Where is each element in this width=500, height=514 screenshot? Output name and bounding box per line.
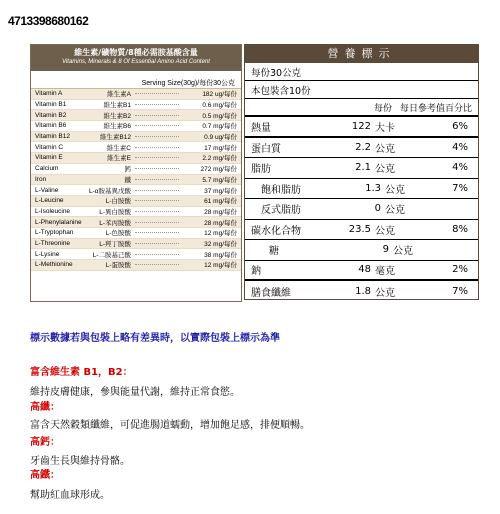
nutrient-row: [31, 228, 241, 239]
leader-dots: [135, 200, 179, 201]
nutrition-daily-pct: 2%: [452, 264, 468, 276]
per-serving-size: 每份30公克: [245, 63, 478, 81]
nutrient-name-en: Vitamin C: [35, 143, 64, 151]
nutrition-unit: 大卡: [375, 122, 395, 134]
nutrition-amount: 122: [351, 120, 371, 132]
nutrient-name-zh: 鈣: [124, 166, 131, 174]
nutrient-name-en: Vitamin B12: [35, 133, 70, 141]
nutrition-daily-pct: 4%: [452, 162, 468, 174]
servings-per-package: 本包裝含10份: [245, 81, 478, 99]
nutrient-name-zh: L-羥丁胺酸: [99, 240, 131, 248]
nutrient-name-en: L-Valine: [35, 186, 59, 194]
nutrient-value: 37 mg/每份: [204, 187, 237, 195]
nutrient-name-zh: 維生素B6: [103, 123, 131, 131]
nutrition-row: [245, 138, 478, 159]
benefit-text: 維持皮膚健康，參與能量代謝，維持正常食慾。: [30, 387, 240, 398]
nutrition-label: 膳食纖維: [251, 287, 291, 299]
nutrient-name-en: L-Threonine: [35, 239, 71, 247]
nutrient-name-zh: 維生素B1: [103, 102, 131, 110]
leader-dots: [135, 136, 179, 137]
nutrient-row: [31, 100, 241, 111]
nutrition-row: [245, 281, 478, 302]
nutrition-amount: 2.2: [355, 141, 371, 153]
nutrition-column-headers: [245, 99, 478, 117]
nutrient-row: [31, 89, 241, 100]
nutrient-row: [31, 239, 241, 250]
nutrient-value: 28 mg/每份: [204, 219, 237, 227]
leader-dots: [135, 243, 179, 244]
nutrition-unit: 毫克: [375, 266, 395, 278]
benefit-text: 牙齒生長與維持骨骼。: [30, 456, 130, 467]
col-daily-value: 每日參考值百分比: [399, 103, 472, 114]
nutrition-unit: 公克: [385, 184, 405, 196]
nutrient-row: [31, 175, 241, 186]
nutrient-value: 0.9 ug/每份: [204, 134, 237, 142]
leader-dots: [135, 115, 179, 116]
nutrition-daily-pct: 7%: [452, 182, 468, 194]
nutrient-name-zh: L-白胺酸: [105, 198, 131, 206]
leader-dots: [135, 125, 179, 126]
nutrient-row: [31, 110, 241, 121]
col-per-serving: 每份: [373, 103, 392, 114]
nutrient-value: 5.7 mg/每份: [202, 176, 237, 184]
leader-dots: [135, 104, 179, 105]
nutrition-amount: 1.3: [365, 182, 381, 194]
nutrient-name-zh: L-色胺酸: [105, 230, 131, 238]
vitamin-table-title-zh: 維生素/礦物質/8種必需胺基酸含量: [74, 48, 198, 57]
nutrition-label: 飽和脂肪: [261, 184, 301, 196]
nutrient-row: [31, 132, 241, 143]
nutrient-value: 12 mg/每份: [204, 230, 237, 238]
nutrient-name-en: L-Phenylalanine: [35, 218, 82, 226]
nutrient-value: 0.6 mg/每份: [202, 102, 237, 110]
nutrient-value: 17 mg/每份: [204, 144, 237, 152]
nutrient-row: [31, 196, 241, 207]
nutrition-daily-pct: 6%: [452, 120, 468, 132]
benefit-text: 富含天然穀類纖維，可促進腸道蠕動，增加飽足感，排便順暢。: [30, 420, 310, 431]
nutrient-value: 61 mg/每份: [204, 198, 237, 206]
leader-dots: [135, 264, 179, 265]
nutrient-name-zh: L-α胺基異戊酸: [88, 187, 131, 195]
nutrition-unit: 公克: [375, 164, 395, 176]
nutrient-value: 0.7 mg/每份: [202, 123, 237, 131]
leader-dots: [135, 232, 179, 233]
nutrient-name-zh: L-苯丙胺酸: [99, 219, 131, 227]
label-notice: 標示數據若與包裝上略有差異時，以實際包裝上標示為準: [30, 333, 280, 344]
nutrition-facts-table: [244, 44, 479, 300]
nutrient-row: [31, 153, 241, 164]
nutrition-unit: 公克: [375, 143, 395, 155]
nutrient-row: [31, 185, 241, 196]
nutrient-name-en: L-Isoleucine: [35, 207, 71, 215]
leader-dots: [135, 211, 179, 212]
nutrient-name-en: Vitamin B1: [35, 101, 67, 109]
benefit-heading: 高纖：: [30, 402, 60, 413]
nutrient-name-en: Vitamin B6: [35, 122, 67, 130]
nutrient-name-en: Calcium: [35, 165, 59, 173]
nutrition-row: [245, 199, 478, 220]
nutrient-name-zh: 鐵: [124, 176, 131, 184]
nutrient-name-zh: 維生素A: [107, 91, 131, 99]
nutrient-name-en: L-Lysine: [35, 250, 60, 258]
leader-dots: [135, 93, 179, 94]
nutrient-row: [31, 207, 241, 218]
nutrient-value: 272 mg/每份: [200, 166, 237, 174]
nutrient-name-zh: L-異白胺酸: [99, 208, 131, 216]
vitamin-table-header: [31, 45, 241, 71]
nutrient-name-en: Iron: [35, 175, 47, 183]
nutrition-label: 熱量: [251, 122, 271, 134]
nutrition-unit: 公克: [375, 225, 395, 237]
serving-size: Serving Size(30g)/每份30公克: [31, 71, 241, 89]
nutrition-label: 碳水化合物: [251, 225, 301, 237]
nutrition-amount: 9: [382, 244, 389, 256]
nutrition-amount: 2.1: [355, 162, 371, 174]
nutrition-label: 鈉: [251, 266, 261, 278]
leader-dots: [135, 157, 179, 158]
nutrition-unit: 公克: [385, 205, 405, 217]
nutrition-row: [245, 117, 478, 138]
leader-dots: [135, 190, 179, 191]
nutrient-value: 12 mg/每份: [204, 262, 237, 270]
nutrition-row: [245, 158, 478, 179]
nutrient-value: 0.5 mg/每份: [202, 112, 237, 120]
leader-dots: [135, 179, 179, 180]
benefit-heading: 高鈣：: [30, 437, 60, 448]
leader-dots: [135, 254, 179, 255]
vitamin-table-rows: [31, 89, 241, 271]
nutrition-amount: 0: [374, 203, 381, 215]
nutrition-amount: 23.5: [348, 223, 371, 235]
nutrient-name-zh: 維生素B2: [103, 112, 131, 120]
nutrient-row: [31, 164, 241, 175]
nutrition-amount: 1.8: [355, 285, 371, 297]
nutrient-value: 2.2 mg/每份: [202, 155, 237, 163]
nutrient-value: 182 ug/每份: [202, 91, 237, 99]
nutrition-amount: 48: [358, 264, 371, 276]
nutrient-row: [31, 121, 241, 132]
nutrition-label: 反式脂肪: [261, 205, 301, 217]
nutrition-label: 脂肪: [251, 164, 271, 176]
nutrient-value: 32 mg/每份: [204, 240, 237, 248]
nutrition-daily-pct: 8%: [452, 223, 468, 235]
leader-dots: [135, 168, 179, 169]
nutrient-row: [31, 142, 241, 153]
leader-dots: [135, 222, 179, 223]
nutrition-label: 蛋白質: [251, 143, 281, 155]
nutrient-name-zh: L-二胺基己酸: [92, 251, 131, 259]
nutrient-value: 38 mg/每份: [204, 251, 237, 259]
nutrient-name-zh: 維生素E: [107, 155, 131, 163]
nutrient-name-en: L-Leucine: [35, 197, 64, 205]
nutrient-name-en: L-Methionine: [35, 261, 73, 269]
benefit-heading: 富含維生素 B1，B2：: [30, 367, 133, 378]
nutrient-row: [31, 249, 241, 260]
nutrient-name-en: Vitamin E: [35, 154, 63, 162]
nutrient-row: [31, 217, 241, 228]
nutrition-facts-title: 營養標示: [245, 45, 478, 63]
nutrient-value: 28 mg/每份: [204, 208, 237, 216]
leader-dots: [135, 147, 179, 148]
nutrition-unit: 公克: [393, 246, 413, 258]
vitamin-table-title-en: Vitamins, Minerals & 8 Of Essential Amino Acid Content: [62, 59, 210, 65]
nutrient-name-zh: 維生素B12: [99, 134, 131, 142]
nutrition-row: [245, 261, 478, 282]
nutrition-row: [245, 220, 478, 241]
benefit-text: 幫助紅血球形成。: [30, 490, 110, 501]
nutrition-unit: 公克: [375, 287, 395, 299]
nutrient-name-en: Vitamin A: [35, 90, 63, 98]
nutrition-daily-pct: 7%: [452, 285, 468, 297]
nutrition-row: [245, 240, 478, 261]
nutrition-rows: [245, 117, 478, 302]
nutrient-name-zh: 維生素C: [106, 144, 131, 152]
nutrition-daily-pct: 4%: [452, 141, 468, 153]
nutrient-name-en: L-Tryptophan: [35, 229, 74, 237]
nutrient-row: [31, 260, 241, 271]
nutrient-name-en: Vitamin B2: [35, 111, 67, 119]
nutrition-label: 糖: [269, 246, 279, 258]
nutrition-row: [245, 179, 478, 200]
barcode-number: 4713398680162: [8, 14, 89, 28]
benefit-heading: 高鐵：: [30, 470, 60, 481]
nutrient-name-zh: L-蛋胺酸: [105, 262, 131, 270]
vitamin-mineral-table: [30, 44, 242, 302]
